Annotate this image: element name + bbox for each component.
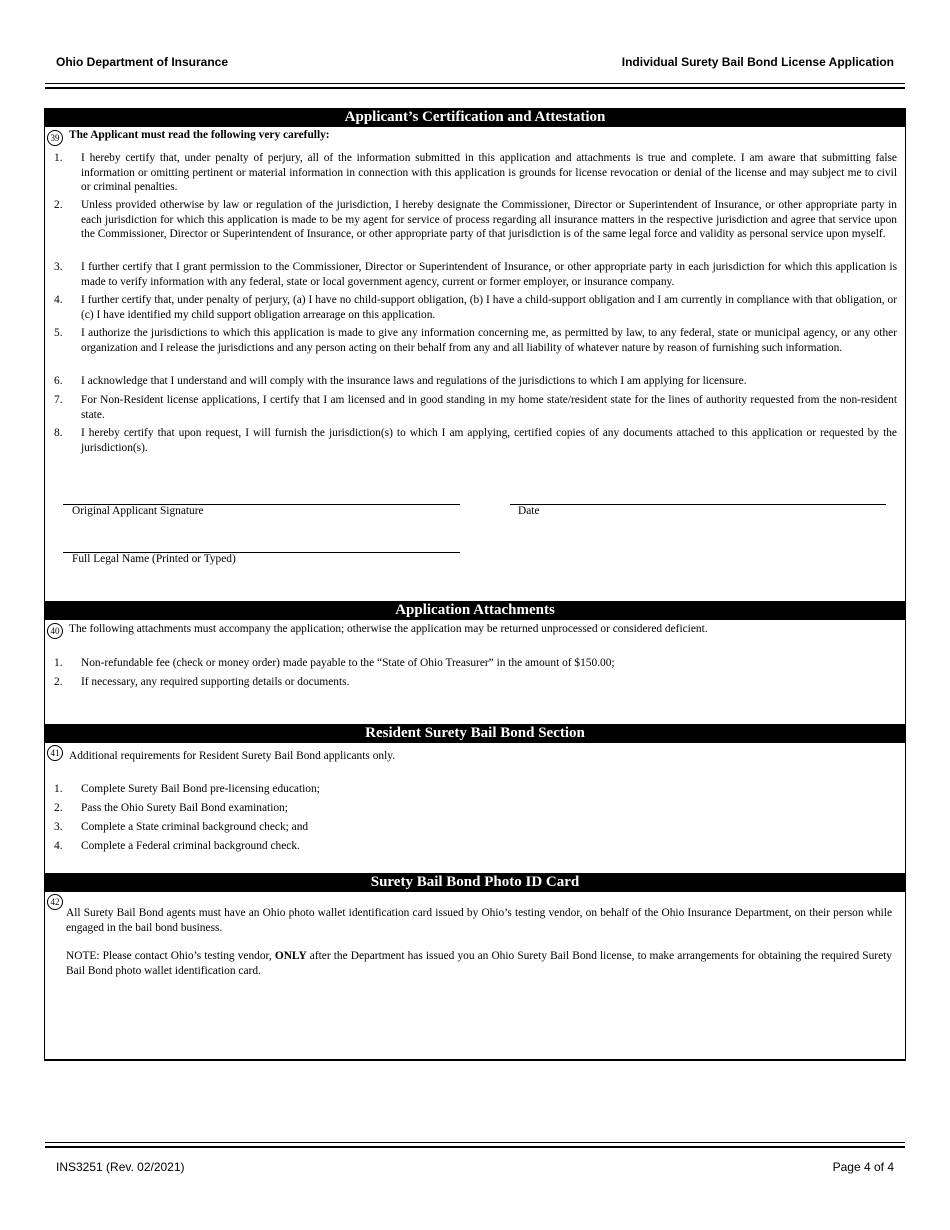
resident-intro: Additional requirements for Resident Surety Bail Bond applicants only. (69, 750, 396, 762)
signature-label: Original Applicant Signature (72, 505, 204, 517)
item-text: I authorize the jurisdictions to which this application is made to give any information concerning me, as permitted by law, to any federal, state or municipal agency, or any other organization and I release the jurisdictions and any person acting on their behalf from any and all liability of whatever nature by reason of furnishing such information. (81, 327, 897, 354)
header-form-title: Individual Surety Bail Bond License Application (621, 55, 894, 69)
item-text: I further certify that I grant permission to the Commissioner, Director or Superintendent of Insurance, or other appropriate party in each jurisdiction for which this application is made to verify information with any federal, state or local government agency, current or former employer, or insurance company. (81, 261, 897, 288)
item-text: I hereby certify that upon request, I will furnish the jurisdiction(s) to which I am applying, certified copies of any documents attached to this application or requested by the jurisdiction(s). (81, 427, 897, 454)
note-suffix: after the Department has issued you an Ohio Surety Bail Bond license, to make arrangements for obtaining the required Surety Bail Bond photo wallet identification card. (66, 950, 892, 977)
attachment-item-1 (54, 656, 897, 671)
certification-section-title: Applicant’s Certification and Attestation (45, 108, 905, 127)
item-text: For Non-Resident license applications, I certify that I am licensed and in good standing in my home state/resident state for the lines of authority requested from the non-resident state. (81, 394, 897, 421)
photo-id-text: All Surety Bail Bond agents must have an Ohio photo wallet identification card issued by Ohio’s testing vendor, on behalf of the Ohio Insurance Department, on their person while engaged in the bail bond business. (66, 907, 892, 934)
resident-item-2 (54, 801, 897, 816)
item-text: I further certify that, under penalty of perjury, (a) I have no child-support obligation, (b) I have a child-support obligation and I am currently in compliance with that obligation, or (c) I have identified my child support obligation arrearage on this application. (81, 294, 897, 321)
resident-item-3 (54, 820, 897, 835)
item-text: I hereby certify that, under penalty of perjury, all of the information submitted in this application and attachments is true and complete. I am aware that submitting false information or omitting pertinent or material information in connection with this application is grounds for license revocation or denial of the license and may subject me to civil or criminal penalties. (81, 152, 897, 193)
item-text: Complete a Federal criminal background check. (81, 840, 300, 852)
attachments-section-title: Application Attachments (45, 601, 905, 620)
item-number: 7. (54, 394, 63, 406)
item-number-40: 40 (47, 623, 63, 639)
date-label: Date (518, 505, 540, 517)
item-number: 4. (54, 840, 63, 852)
photo-id-note (66, 949, 892, 978)
item-number: 3. (54, 821, 63, 833)
date-line[interactable] (510, 504, 886, 505)
resident-item-1 (54, 782, 897, 797)
resident-item-4 (54, 839, 897, 854)
item-text: Complete Surety Bail Bond pre-licensing education; (81, 783, 320, 795)
header-divider (45, 83, 905, 89)
certification-item-5 (54, 326, 897, 355)
photo-id-section-title: Surety Bail Bond Photo ID Card (45, 873, 905, 892)
item-number: 1. (54, 657, 63, 669)
footer-page-number: Page 4 of 4 (832, 1160, 894, 1174)
certification-item-8 (54, 426, 897, 455)
item-text: Unless provided otherwise by law or regulation of the jurisdiction, I hereby designate the Commissioner, Director or Superintendent of Insurance, or other appropriate party in each jurisdiction for which this application is made to be my agent for service of process regarding all insurance matters in the respective jurisdiction and agree that service upon the Commissioner, Director or Superintendent of Insurance, or other appropriate party of that jurisdiction is of the same legal force and validity as personal service upon myself. (81, 199, 897, 240)
footer-divider (45, 1142, 905, 1148)
attachments-intro: The following attachments must accompany the application; otherwise the application may be returned unprocessed or considered deficient. (69, 623, 708, 635)
header-agency: Ohio Department of Insurance (56, 55, 229, 69)
item-number: 8. (54, 427, 63, 439)
certification-item-1 (54, 151, 897, 195)
item-text: I acknowledge that I understand and will comply with the insurance laws and regulations of the jurisdictions to which I am applying for licensure. (81, 375, 747, 387)
item-number: 2. (54, 199, 63, 211)
certification-item-7 (54, 393, 897, 422)
item-number: 1. (54, 783, 63, 795)
item-number: 2. (54, 676, 63, 688)
item-text: If necessary, any required supporting details or documents. (81, 676, 350, 688)
item-number: 5. (54, 327, 63, 339)
item-number: 2. (54, 802, 63, 814)
certification-item-4 (54, 293, 897, 322)
item-text: Complete a State criminal background check; and (81, 821, 309, 833)
certification-intro: The Applicant must read the following very carefully: (69, 129, 330, 141)
certification-item-2 (54, 198, 897, 242)
certification-item-6 (54, 374, 897, 389)
item-number-39: 39 (47, 130, 63, 146)
item-number: 1. (54, 152, 63, 164)
note-emphasis: ONLY (274, 950, 307, 962)
item-number-41: 41 (47, 745, 63, 761)
item-number-42: 42 (47, 894, 63, 910)
footer-form-id: INS3251 (Rev. 02/2021) (56, 1160, 185, 1174)
resident-section-title: Resident Surety Bail Bond Section (45, 724, 905, 743)
note-prefix: NOTE: Please contact Ohio’s testing vendor, (66, 950, 275, 962)
item-text: Non-refundable fee (check or money order) made payable to the “State of Ohio Treasurer” in the amount of $150.00; (81, 657, 615, 669)
item-number: 4. (54, 294, 63, 306)
certification-item-3 (54, 260, 897, 289)
item-number: 6. (54, 375, 63, 387)
full-name-label: Full Legal Name (Printed or Typed) (72, 553, 236, 565)
item-text: Pass the Ohio Surety Bail Bond examination; (81, 802, 288, 814)
item-number: 3. (54, 261, 63, 273)
attachment-item-2 (54, 675, 897, 690)
